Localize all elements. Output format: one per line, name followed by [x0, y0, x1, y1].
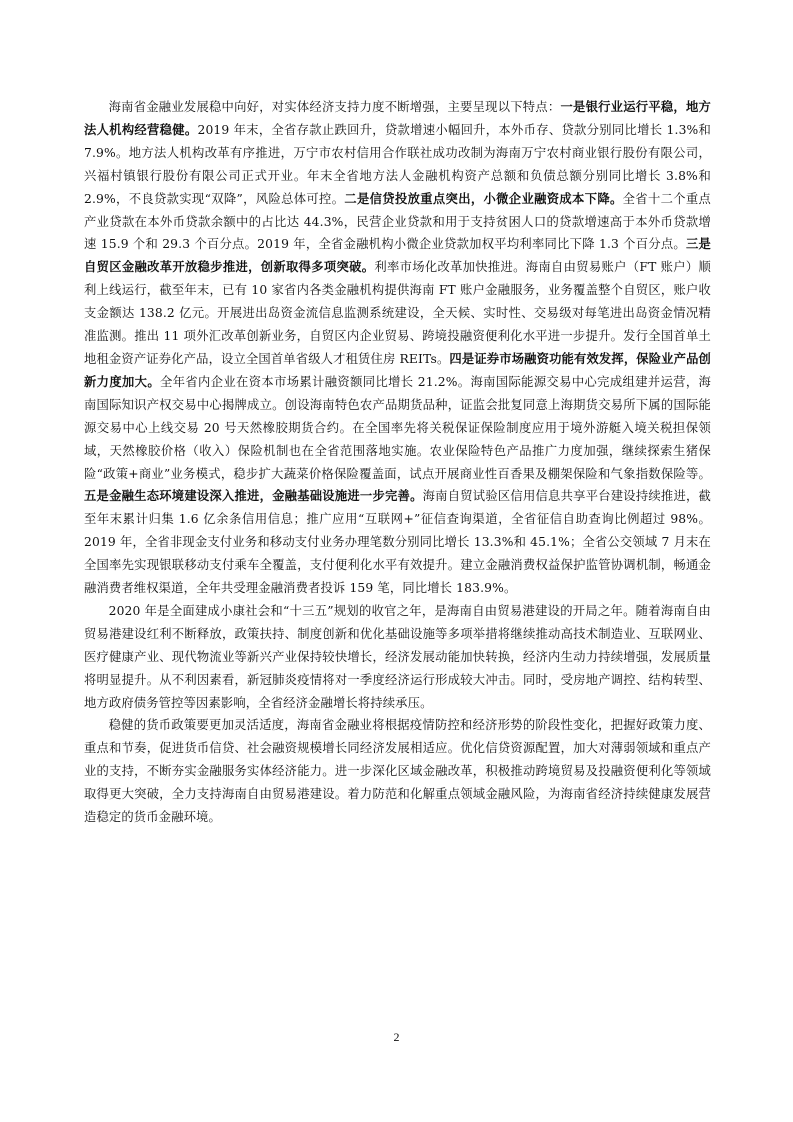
text-segment: 利率市场化改革加快推进。海南自由贸易账户（FT 账户）顺利上线运行，截至年末，已有 10 家省内各类金融机构提供海南 FT 账户金融服务，业务覆盖整个自贸区，账户收支金额达 138.2 亿元。开展进出岛资金流信息监测系统建设，全天候、实时性、交易级对每笔进出岛资金情况精准监测。推出 11 项外汇改革创新业务，自贸区内企业贸易、跨境投融资便利化水平进一步提升。发行全国首单土地租金资产证券化产品，设立全国首单省级人才租赁住房 REITs。 — [84, 260, 711, 366]
text-segment: 全省十二个重点产业贷款在本外币贷款余额中的占比达 44.3%，民营企业贷款和用于支持贫困人口的贷款增速高于本外币贷款增速 15.9 个和 29.3 个百分点。2019 年，全省金融机构小微企业贷款加权平均利率同比下降 1.3 个百分点。 — [84, 191, 711, 252]
text-segment: 海南省金融业发展稳中向好，对实体经济支持力度不断增强，主要呈现以下特点： — [108, 100, 561, 114]
paragraph-outlook — [84, 600, 711, 715]
text-segment: 2019 年末，全省存款止跌回升，贷款增速小幅回升，本外币存、贷款分别同比增长 1.3%和 7.9%。地方法人机构改革有序推进，万宁市农村信用合作联社成功改制为海南万宁农村商业银行股份有限公司，兴福村镇银行股份有限公司正式开业。年末全省地方法人金融机构资产总额和负债总额分别同比增长 3.8%和 2.9%，不良贷款实现“双降”，风险总体可控。 — [84, 122, 711, 206]
paragraph-overview — [84, 96, 711, 600]
highlight-point-2: 二是信贷投放重点突出，小微企业融资成本下降。 — [344, 190, 623, 206]
paragraph-policy — [84, 714, 711, 829]
document-body — [84, 96, 711, 829]
text-segment: 稳健的货币政策要更加灵活适度，海南省金融业将根据疫情防控和经济形势的阶段性变化，把握好政策力度、重点和节奏，促进货币信贷、社会融资规模增长同经济发展相适应。优化信贷资源配置，加大对薄弱领域和重点产业的支持，不断夯实金融服务实体经济能力。进一步深化区域金融改革，积极推动跨境贸易及投融资便利化等领域取得更大突破，全力支持海南自由贸易港建设。着力防范和化解重点领域金融风险，为海南省经济持续健康发展营造稳定的货币金融环境。 — [84, 718, 711, 825]
highlight-point-5: 五是金融生态环境建设深入推进，金融基础设施进一步完善。 — [84, 488, 423, 504]
highlight-point-1: 一是银行业运行平稳，地方法人机构经营稳健。 — [84, 99, 711, 137]
text-segment: 2020 年是全面建成小康社会和“十三五”规划的收官之年，是海南自由贸易港建设的开局之年。随着海南自由贸易港建设红利不断释放，政策扶持、制度创新和优化基础设施等多项举措将继续推动高技术制造业、互联网业、医疗健康产业、现代物流业等新兴产业保持较快增长，经济发展动能加快转换，经济内生动力持续增强，发展质量将明显提升。从不利因素看，新冠肺炎疫情将对一季度经济运行形成较大冲击。同时，受房地产调控、结构转型、地方政府债务管控等因素影响，全省经济金融增长将持续承压。 — [84, 603, 711, 710]
text-segment: 海南自贸试验区信用信息共享平台建设持续推进，截至年末累计归集 1.6 亿余条信用信息；推广应用“互联网+”征信查询渠道，全省征信自助查询比例超过 98%。2019 年，全省非现金支付业务和移动支付业务办理笔数分别同比增长 13.3%和 45.1%；全省公交领域 7 月末在全国率先实现银联移动支付乘车全覆盖，支付便利化水平有效提升。建立金融消费权益保护监管协调机制，畅通金融消费者维权渠道，全年共受理金融消费者投诉 159 笔，同比增长 183.9%。 — [84, 489, 711, 596]
highlight-point-4: 四是证券市场融资功能有效发挥，保险业产品创新力度加大。 — [84, 350, 712, 389]
text-segment: 全年省内企业在资本市场累计融资额同比增长 21.2%。海南国际能源交易中心完成组建并运营，海南国际知识产权交易中心揭牌成立。创设海南特色农产品期货品种，证监会批复同意上海期货交易所下属的国际能源交易中心上线交易 20 号天然橡胶期货合约。在全国率先将关税保证保险制度应用于境外游艇入境关税担保领域，天然橡胶价格（收入）保险机制也在全省范围落地实施。农业保险特色产品推广力度加强，继续探索生猪保险“政策+商业”业务模式，稳步扩大蔬菜价格保险覆盖面，试点开展商业性百香果及棚架保险和气象指数保险等。 — [84, 374, 711, 481]
page-number: 2 — [393, 1030, 400, 1044]
highlight-point-3: 三是自贸区金融改革开放稳步推进，创新取得多项突破。 — [84, 236, 711, 275]
